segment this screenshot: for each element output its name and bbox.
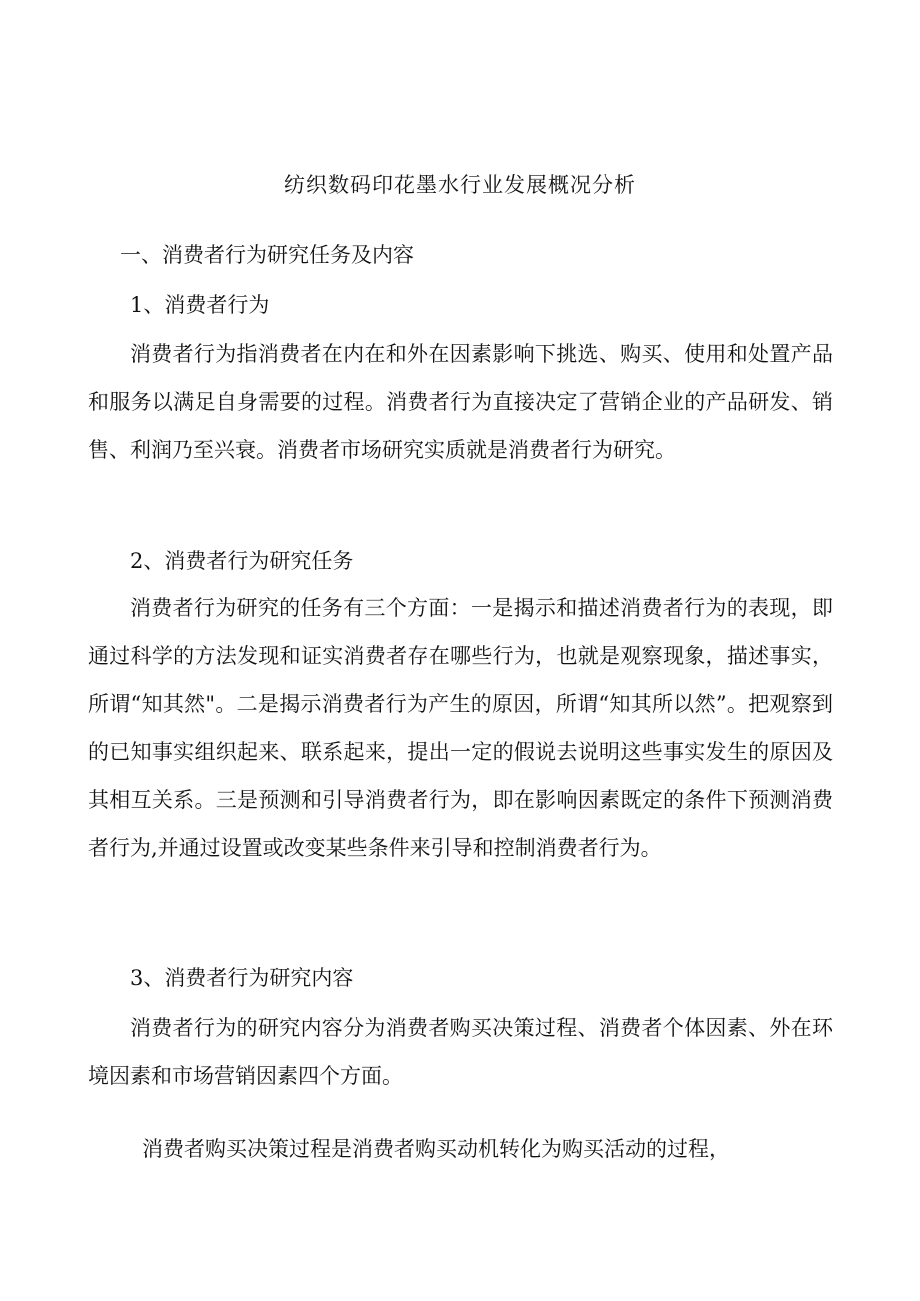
paragraph-purchase-decision: 消费者购买决策过程是消费者购买动机转化为购买活动的过程， — [142, 1137, 730, 1161]
subheading-research-content: 3、消费者行为研究内容 — [130, 966, 354, 990]
subheading-consumer-behavior: 1、消费者行为 — [130, 293, 270, 317]
paragraph-research-tasks: 消费者行为研究的任务有三个方面：一是揭示和描述消费者行为的表现，即通过科学的方法发现和证实消费者存在哪些行为，也就是观察现象，描述事实，所谓“知其然"。二是揭示消费者行为产生的原因，所谓“知其所以然”。把观察到的已知事实组织起来、联系起来，提出一定的假说去说明这些事实发生的原因及其相互关系。三是预测和引导消费者行为，即在影响因素既定的条件下预测消费者行为,并通过设置或改变某些条件来引导和控制消费者行为。 — [88, 596, 833, 860]
paragraph-research-content: 消费者行为的研究内容分为消费者购买决策过程、消费者个体因素、外在环境因素和市场营销因素四个方面。 — [88, 1016, 833, 1088]
document-title: 纺织数码印花墨水行业发展概况分析 — [284, 173, 636, 197]
subheading-research-tasks: 2、消费者行为研究任务 — [130, 549, 354, 573]
section-heading-1: 一、消费者行为研究任务及内容 — [120, 243, 414, 267]
paragraph-consumer-behavior: 消费者行为指消费者在内在和外在因素影响下挑选、购买、使用和处置产品和服务以满足自身需要的过程。消费者行为直接决定了营销企业的产品研发、销售、利润乃至兴衰。消费者市场研究实质就是消费者行为研究。 — [88, 342, 833, 462]
